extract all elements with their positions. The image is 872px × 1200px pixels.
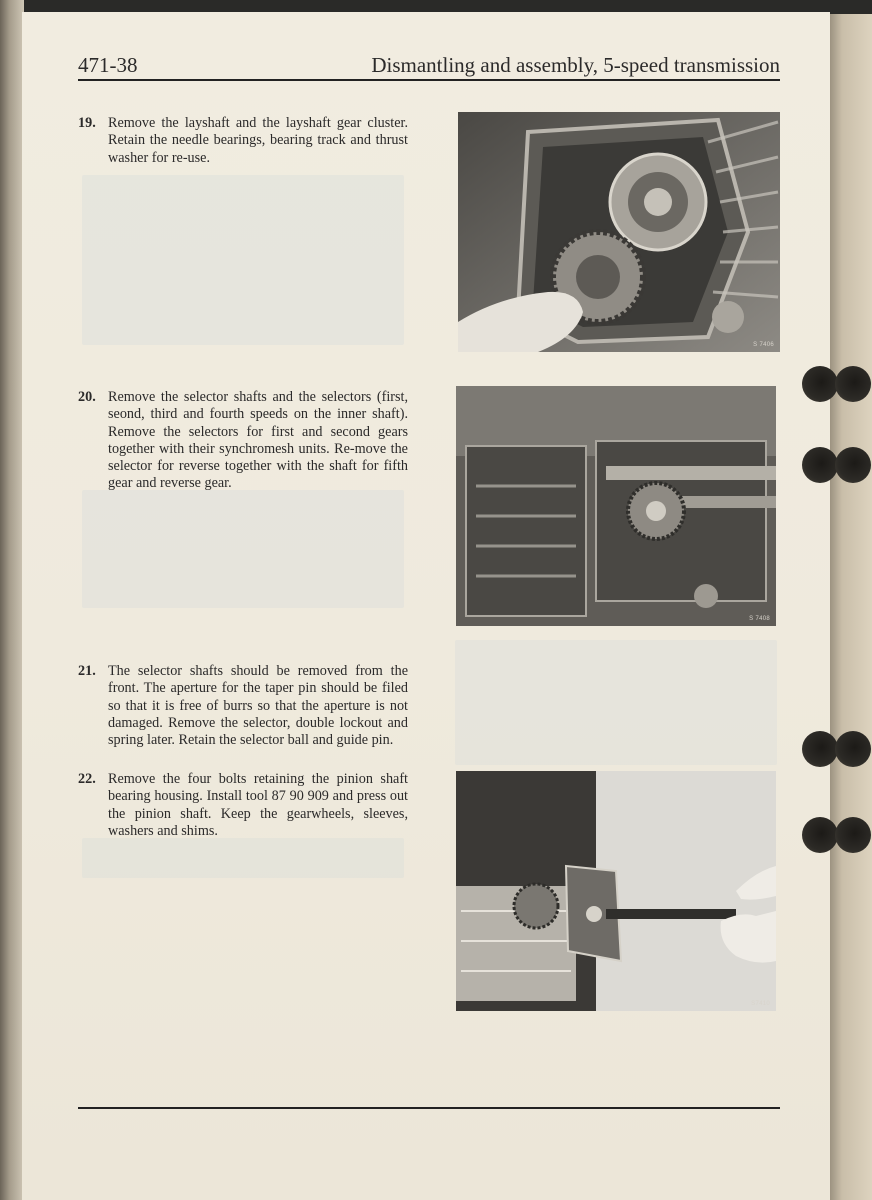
binder-hole-icon — [835, 731, 871, 767]
step-text: Remove the layshaft and the layshaft gear cluster. Retain the needle bearings, bearing track and thrust washer for re-use. — [108, 115, 408, 166]
step-number: 22. — [78, 771, 96, 787]
binder-hole-icon — [802, 731, 838, 767]
photo-caption: S 7408 — [749, 616, 770, 622]
binder-hole-icon — [835, 817, 871, 853]
step-text: The selector shafts should be removed from the front. The aperture for the taper pin should be filed so that it is free of burrs so that the aperture is not damaged. Remove the selector, double lockout and spring later. Retain the selector ball and guide pin. — [108, 663, 408, 749]
show-through-shadow — [82, 490, 404, 608]
photo-caption: S7410 — [751, 1001, 770, 1007]
step-22 — [78, 771, 408, 840]
step-number: 19. — [78, 115, 96, 131]
step-number: 21. — [78, 663, 96, 679]
step-19 — [78, 115, 408, 167]
gearbox-photo-illustration — [456, 386, 776, 626]
show-through-shadow — [455, 640, 777, 765]
show-through-shadow — [82, 175, 404, 345]
photo-caption: S 7406 — [753, 342, 774, 348]
book-spine — [0, 0, 24, 1200]
photo-pinion-shaft-press — [456, 771, 776, 1011]
page-number: 471-38 — [78, 53, 138, 77]
footer-rule — [78, 1107, 780, 1109]
gearbox-photo-illustration — [458, 112, 780, 352]
binder-hole-icon — [802, 817, 838, 853]
page-title: Dismantling and assembly, 5-speed transmission — [371, 53, 780, 77]
adjacent-page-edge — [826, 14, 872, 1200]
step-20 — [78, 389, 408, 493]
photo-selector-shafts — [456, 386, 776, 626]
step-text: Remove the selector shafts and the selectors (first, seond, third and fourth speeds on the inner shaft). Remove the selectors for first and second gears together with their synchromesh units. Re-move the selector for reverse together with the shaft for fifth gear and reverse gear. — [108, 389, 408, 492]
step-21 — [78, 663, 408, 749]
photo-layshaft-gear-cluster — [458, 112, 780, 352]
gearbox-photo-illustration — [456, 771, 776, 1011]
binder-hole-icon — [802, 447, 838, 483]
binder-hole-icon — [835, 366, 871, 402]
show-through-shadow — [82, 838, 404, 878]
binder-hole-icon — [835, 447, 871, 483]
step-number: 20. — [78, 389, 96, 405]
header-rule — [78, 79, 780, 81]
step-text: Remove the four bolts retaining the pinion shaft bearing housing. Install tool 87 90 909 and press out the pinion shaft. Keep the gearwheels, sleeves, washers and shims. — [108, 771, 408, 839]
binder-hole-icon — [802, 366, 838, 402]
